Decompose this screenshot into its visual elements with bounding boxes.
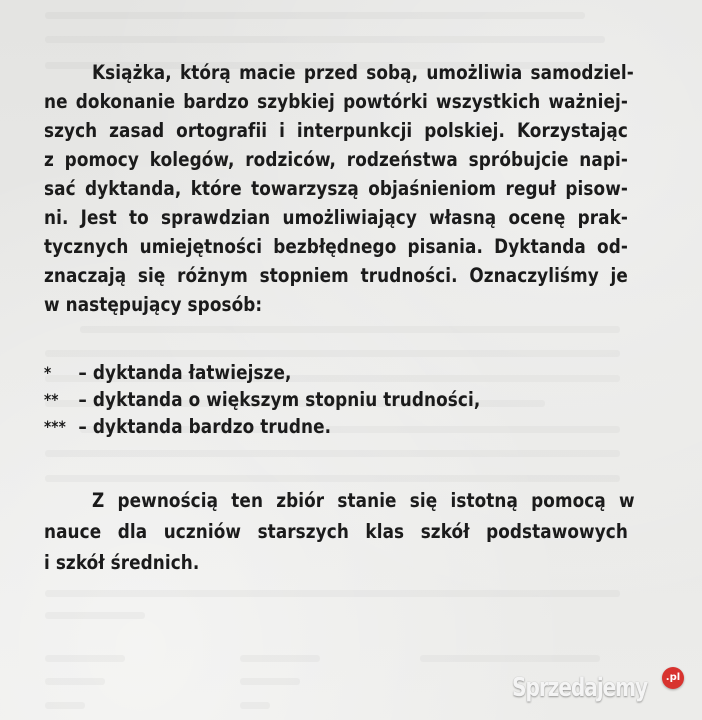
show-through-line: [45, 702, 85, 709]
paragraph-line: nauce dla uczniów starszych klas szkół podstawowych: [44, 520, 628, 543]
paragraph-line: znaczają się różnym stopniem trudności. Oznaczyliśmy je: [44, 264, 628, 287]
paragraph-line: i szkół średnich.: [44, 551, 200, 574]
show-through-line: [80, 326, 620, 333]
star-marker-icon: *: [44, 363, 52, 382]
show-through-line: [240, 678, 300, 685]
legend-label: – dyktanda bardzo trudne.: [78, 415, 332, 438]
paragraph-line: Z pewnością ten zbiór stanie się istotną pomocą w: [92, 489, 635, 512]
show-through-line: [45, 612, 145, 619]
paragraph-line: ne dokonanie bardzo szybkiej powtórki wszystkich ważniej-: [44, 90, 628, 113]
show-through-line: [240, 655, 320, 662]
show-through-line: [45, 590, 620, 597]
show-through-line: [240, 702, 270, 709]
show-through-line: [45, 36, 605, 43]
watermark-pl-badge-icon: .pl: [662, 667, 684, 689]
star-marker-icon: **: [44, 390, 59, 409]
show-through-line: [45, 12, 585, 19]
star-marker-icon: ***: [44, 417, 66, 436]
show-through-line: [45, 655, 125, 662]
show-through-line: [45, 350, 620, 357]
legend-label: – dyktanda łatwiejsze,: [78, 361, 292, 384]
show-through-line: [45, 475, 620, 482]
legend-item-easy: [44, 358, 291, 388]
paragraph-line: Książka, którą macie przed sobą, umożliwia samodziel-: [92, 61, 634, 84]
sprzedajemy-watermark: [512, 667, 685, 707]
paragraph-line: z pomocy kolegów, rodziców, rodzeństwa spróbujcie napi-: [44, 148, 628, 171]
paragraph-line: w następujący sposób:: [44, 293, 263, 316]
legend-label: – dyktanda o większym stopniu trudności,: [78, 388, 481, 411]
watermark-brand-text: Sprzedajemy: [512, 673, 648, 703]
show-through-line: [45, 678, 105, 685]
show-through-line: [420, 655, 600, 662]
legend-item-hard: [44, 412, 331, 442]
show-through-line: [45, 450, 620, 457]
paragraph-line: sać dyktanda, które towarzyszą objaśnieniom reguł pisow-: [44, 177, 628, 200]
paragraph-line: tycznych umiejętności bezbłędnego pisania. Dyktanda od-: [44, 235, 628, 258]
legend-item-medium: [44, 385, 480, 415]
paragraph-line: ni. Jest to sprawdzian umożliwiający własną ocenę prak-: [44, 206, 628, 229]
paragraph-line: szych zasad ortografii i interpunkcji polskiej. Korzystając: [44, 119, 628, 142]
